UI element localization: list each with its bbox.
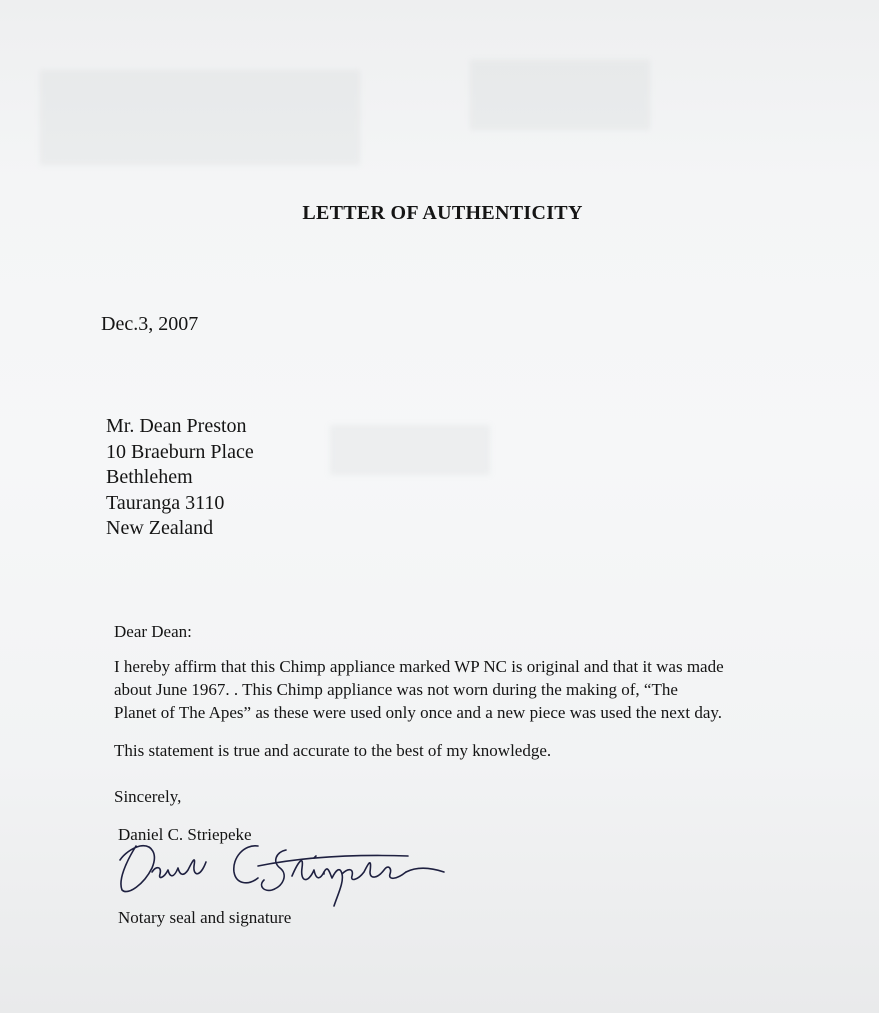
recipient-country: New Zealand xyxy=(106,517,214,539)
recipient-suburb: Bethlehem xyxy=(106,466,193,488)
recipient-name: Mr. Dean Preston xyxy=(106,415,247,437)
closing: Sincerely, xyxy=(114,787,182,806)
notary-line: Notary seal and signature xyxy=(118,908,292,927)
affirmation-paragraph xyxy=(114,655,814,724)
paragraph-line: I hereby affirm that this Chimp appliance marked WP NC is original and that it was made xyxy=(114,657,724,676)
statement-paragraph: This statement is true and accurate to the best of my knowledge. xyxy=(114,741,552,760)
recipient-city: Tauranga 3110 xyxy=(106,491,225,514)
recipient-street: 10 Braeburn Place xyxy=(106,440,254,463)
salutation: Dear Dean: xyxy=(114,622,192,641)
paragraph-line: about June 1967. . This Chimp appliance was not worn during the making of, “The xyxy=(114,680,678,699)
signer-name: Daniel C. Striepeke xyxy=(118,825,252,844)
paragraph-line: Planet of The Apes” as these were used only once and a new piece was used the next day. xyxy=(114,703,723,722)
bleed-through-shadow xyxy=(470,60,650,130)
letter-date: Dec.3, 2007 xyxy=(101,313,199,335)
handwritten-signature xyxy=(108,832,458,932)
letter-title: LETTER OF AUTHENTICITY xyxy=(302,202,583,224)
bleed-through-shadow xyxy=(330,425,490,475)
recipient-address xyxy=(106,414,254,542)
bleed-through-shadow xyxy=(40,70,360,165)
